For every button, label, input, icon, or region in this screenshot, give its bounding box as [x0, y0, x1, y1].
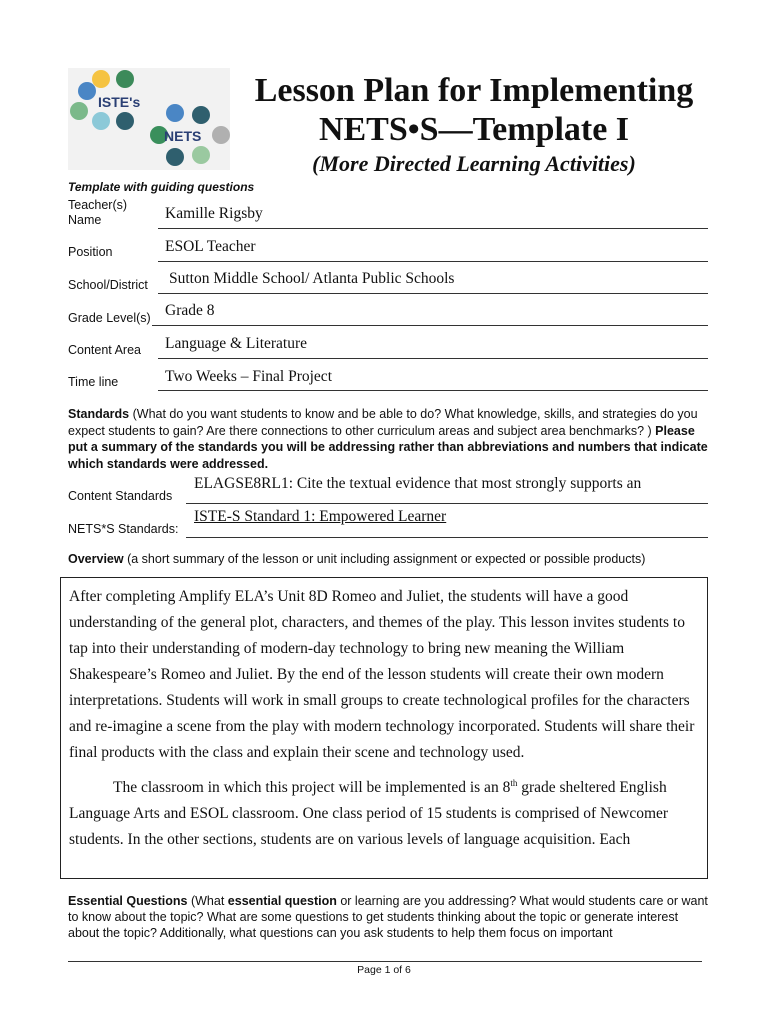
- essential-part-1: (What: [190, 894, 225, 908]
- footer-rule: [68, 961, 702, 962]
- teacher-label-line1: Teacher(s): [68, 198, 128, 212]
- logo-dot: [192, 106, 210, 124]
- guiding-label: Template with guiding questions: [68, 180, 255, 194]
- position-value: ESOL Teacher: [165, 238, 256, 255]
- essential-part-2: or learning are you addressing? What would students care or want to know about the topic? What are some questions to get students thinking about the topic or generate interest about the topic? Additionally, what questions can you ask students to help them focus on important: [68, 894, 708, 940]
- logo-dot: [116, 70, 134, 88]
- teacher-label-line2: Name: [68, 213, 102, 227]
- iste-nets-logo: [68, 68, 230, 170]
- standards-instructions: [68, 406, 708, 472]
- title-line-2: NETS•S—Template I: [318, 111, 630, 148]
- time-line-rule: [158, 390, 708, 391]
- overview-paragraph-2-start: The classroom in which this project will be implemented is an 8: [113, 779, 511, 797]
- teacher-rule: [158, 228, 708, 229]
- position-rule: [158, 261, 708, 262]
- logo-dot: [192, 146, 210, 164]
- nets-standards-label: NETS*S Standards:: [68, 522, 179, 536]
- overview-paragraph-2-end: grade sheltered English Language Arts and ESOL classroom. One class period of 15 students is comprised of Newcomer students. In the other sections, students are on various levels of language acquisition. Each: [69, 779, 669, 849]
- logo-dot: [166, 104, 184, 122]
- essential-bold-phrase: essential question: [227, 894, 337, 908]
- essential-questions-instructions: [68, 893, 708, 941]
- overview-heading: Overview: [68, 552, 124, 566]
- school-value: Sutton Middle School/ Atlanta Public Schools: [169, 270, 455, 287]
- standards-note: Please put a summary of the standards you will be addressing rather than abbreviations and numbers that indicate which standards were addressed.: [68, 423, 708, 471]
- content-standards-label: Content Standards: [68, 489, 173, 503]
- content-area-rule: [158, 358, 708, 359]
- overview-description: (a short summary of the lesson or unit including assignment or expected or possible products): [127, 552, 646, 566]
- grade-label: Grade Level(s): [68, 311, 151, 325]
- logo-dot: [92, 112, 110, 130]
- title-line-1: Lesson Plan for Implementing: [254, 72, 694, 109]
- ordinal-suffix: th: [510, 778, 518, 788]
- overview-instructions: [68, 552, 708, 566]
- grade-value: Grade 8: [165, 302, 215, 319]
- logo-dot: [92, 70, 110, 88]
- overview-paragraph-2: [61, 770, 707, 853]
- logo-dot: [116, 112, 134, 130]
- logo-dot: [166, 148, 184, 166]
- page-number: Page 1 of 6: [357, 964, 411, 976]
- nets-standards-value: ISTE-S Standard 1: Empowered Learner: [194, 508, 447, 525]
- logo-dot: [212, 126, 230, 144]
- logo-iste-text: ISTE's: [98, 94, 141, 110]
- logo-nets-text: NETS: [164, 128, 202, 144]
- logo-dot: [70, 102, 88, 120]
- content-area-label: Content Area: [68, 343, 141, 357]
- teacher-value: Kamille Rigsby: [165, 205, 263, 222]
- school-label: School/District: [68, 278, 148, 292]
- time-line-value: Two Weeks – Final Project: [165, 368, 332, 385]
- content-standards-rule: [186, 503, 708, 504]
- standards-description: (What do you want students to know and be able to do? What knowledge, skills, and strategies do you expect students to gain? Are there connections to other curriculum areas and subject area benchmarks? ): [68, 407, 698, 438]
- title-subtitle: (More Directed Learning Activities): [312, 151, 636, 176]
- overview-paragraph-1: After completing Amplify ELA’s Unit 8D Romeo and Juliet, the students will have a good understanding of the general plot, characters, and themes of the play. This lesson invites students to tap into their understanding of modern-day technology to bring new meaning the William Shakespeare’s Romeo and Juliet. By the end of the lesson students will create their own modern interpretations. Students will work in small groups to create technological profiles for the characters and re-imagine a scene from the play with modern technology incorporated. Students will share their final products with the class and explain their scene and technology used.: [69, 588, 695, 761]
- position-label: Position: [68, 245, 113, 259]
- document-title: [240, 72, 708, 178]
- nets-standards-rule: [186, 537, 708, 538]
- teacher-label: [68, 198, 127, 228]
- essential-heading: Essential Questions: [68, 894, 188, 908]
- overview-text-box[interactable]: [60, 577, 708, 879]
- grade-rule: [152, 325, 708, 326]
- time-line-label: Time line: [68, 375, 119, 389]
- standards-heading: Standards: [68, 407, 130, 421]
- content-area-value: Language & Literature: [165, 335, 308, 352]
- school-rule: [158, 293, 708, 294]
- content-standards-value: ELAGSE8RL1: Cite the textual evidence that most strongly supports an: [194, 475, 642, 492]
